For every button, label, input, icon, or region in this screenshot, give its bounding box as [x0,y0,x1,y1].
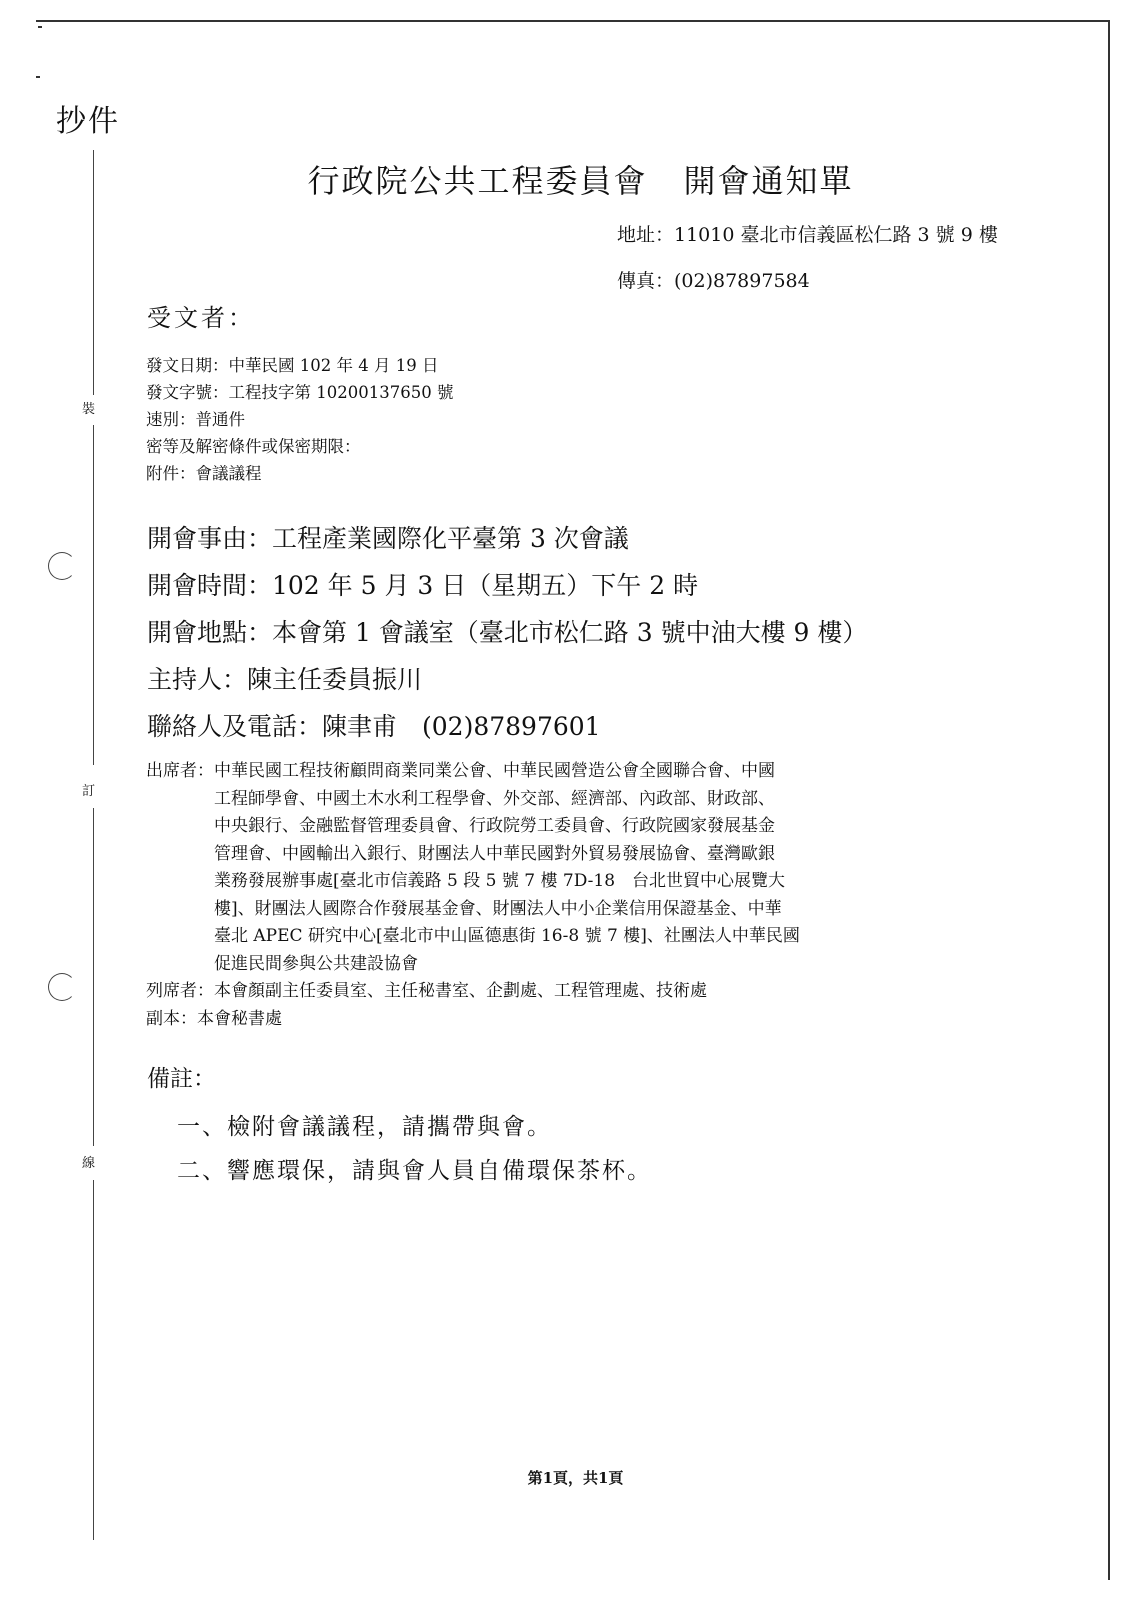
fax-line: 傳真：(02)87897584 [617,270,810,292]
remark-item: 二、響應環保，請與會人員自備環保茶杯。 [177,1158,652,1184]
meeting-details [147,515,867,750]
delivery-speed: 速別：普通件 [146,410,245,429]
security-level: 密等及解密條件或保密期限： [146,437,361,456]
address-line: 地址：11010 臺北市信義區松仁路 3 號 9 樓 [617,224,998,246]
attendees-line: 促進民間參與公共建設協會 [214,953,418,974]
attendees-list [214,758,966,978]
meeting-chair: 主持人：陳主任委員振川 [147,665,423,694]
document-number: 發文字號：工程技字第 10200137650 號 [146,383,454,402]
meeting-contact: 聯絡人及電話：陳聿甫 (02)87897601 [147,712,601,741]
remarks-section [147,1060,652,1193]
scan-speck [38,26,42,28]
document-title [0,156,1131,202]
attendees-line: 管理會、中國輸出入銀行、財團法人中華民國對外貿易發展協會、臺灣歐銀 [214,843,775,864]
recipient-label: 受文者： [147,304,255,332]
attendees-line: 工程師學會、中國土木水利工程學會、外交部、經濟部、內政部、財政部、 [214,788,775,809]
agency-name: 行政院公共工程委員會 [307,162,648,200]
meeting-time: 開會時間：102 年 5 月 3 日（星期五）下午 2 時 [147,571,699,600]
binding-line-middle [93,425,94,765]
scan-border-right [1108,20,1110,1580]
attachment: 附件：會議議程 [146,464,262,483]
punch-hole-upper [48,552,76,580]
remarks-title: 備註： [147,1066,216,1092]
binding-mark-ding: 訂 [82,784,96,799]
copy-to-line: 副本：本會秘書處 [146,1008,282,1029]
observers-line: 列席者：本會顏副主任委員室、主任秘書室、企劃處、工程管理處、技術處 [146,981,707,1001]
attendees-line: 樓]、財團法人國際合作發展基金會、財團法人中小企業信用保證基金、中華 [214,898,782,919]
document-meta [146,352,453,487]
punch-hole-lower [48,973,76,1001]
attendees-line: 中華民國工程技術顧問商業同業公會、中華民國營造公會全國聯合會、中國 [214,761,775,781]
copy-mark: 抄件 [56,104,120,139]
attendees-label: 出席者： [146,761,214,781]
remark-item: 一、檢附會議議程，請攜帶與會。 [177,1114,552,1140]
binding-mark-xian: 線 [82,1156,96,1171]
attendees-line: 臺北 APEC 研究中心[臺北市中山區德惠街 16-8 號 7 樓]、社團法人中華民國 [214,926,800,946]
meeting-place: 開會地點：本會第 1 會議室（臺北市松仁路 3 號中油大樓 9 樓） [147,618,868,647]
attendee-section [146,758,966,1033]
page-number: 第1頁，共1頁 [527,1469,624,1487]
attendees-line: 業務發展辦事處[臺北市信義路 5 段 5 號 7 樓 7D-18 台北世貿中心展覽大 [214,871,786,891]
binding-mark-zhuang: 裝 [82,402,96,417]
document-type: 開會通知單 [683,162,854,200]
issue-date: 發文日期：中華民國 102 年 4 月 19 日 [146,356,439,375]
attendees-line: 中央銀行、金融監督管理委員會、行政院勞工委員會、行政院國家發展基金 [214,816,775,836]
meeting-subject: 開會事由：工程產業國際化平臺第 3 次會議 [147,524,629,553]
binding-line-lower [93,808,94,1146]
attendees-row [146,758,966,978]
scan-speck [36,76,40,78]
scan-border-top [36,20,1110,22]
